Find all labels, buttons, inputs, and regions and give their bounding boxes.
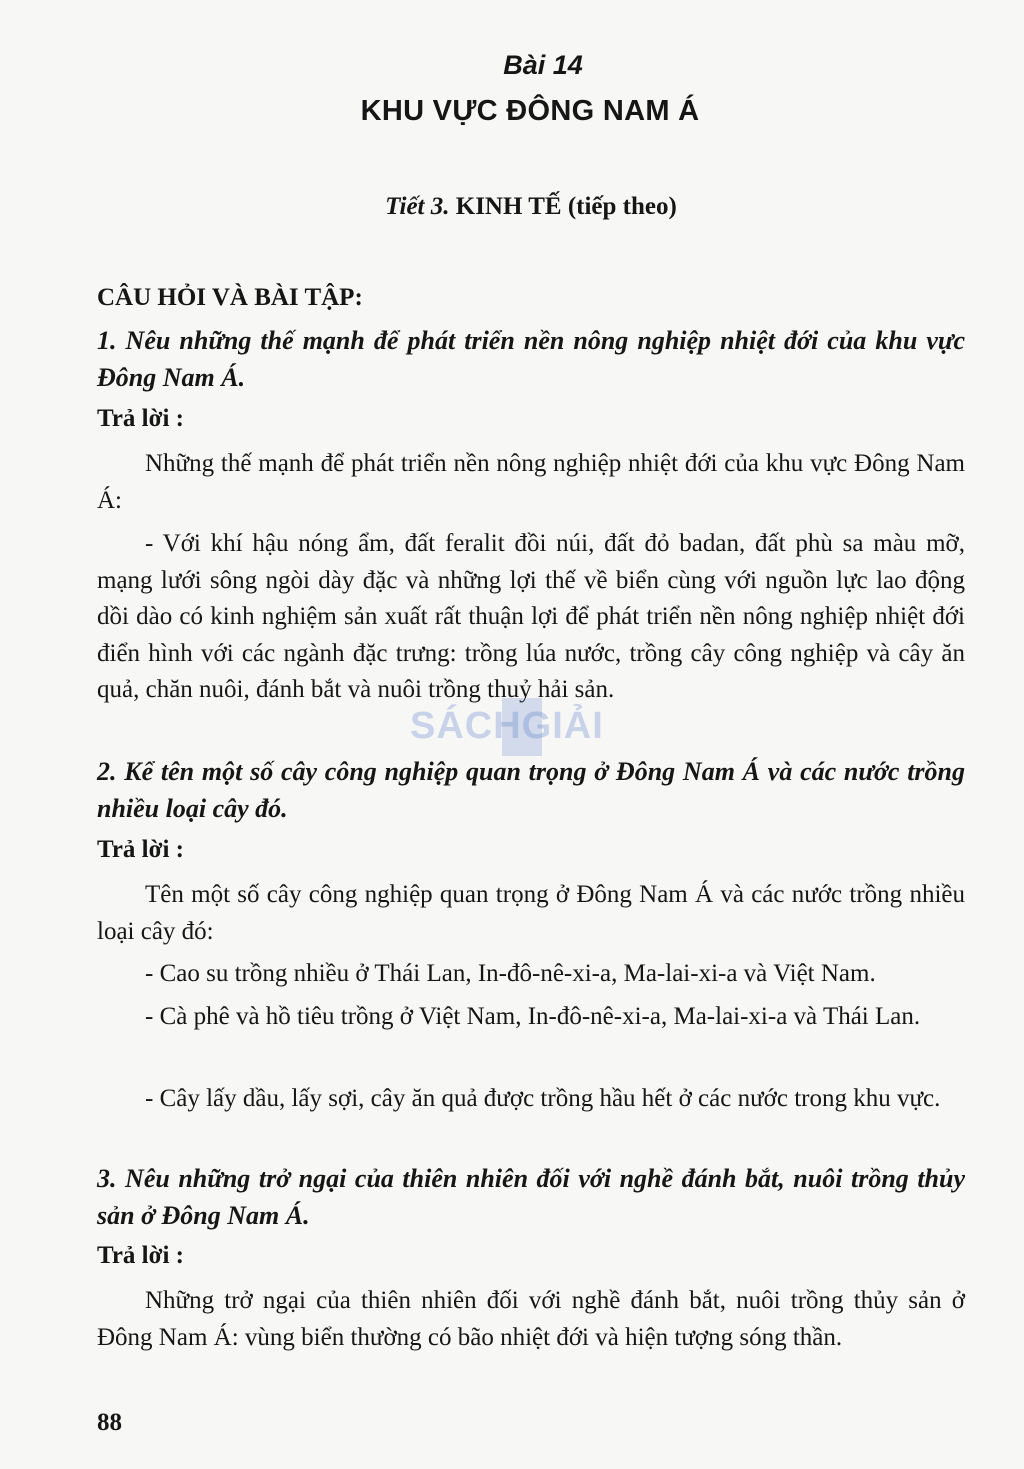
- answer-3-intro-text: Những trở ngại của thiên nhiên đối với nghề đánh bắt, nuôi trồng thủy sản ở Đông Nam Á: vùng biển thường có bão nhiệt đới và hiện tượng sóng thần.: [97, 1287, 965, 1351]
- answer-1-intro: [97, 446, 965, 519]
- answer-1-intro-text: Những thế mạnh để phát triển nền nông nghiệp nhiệt đới của khu vực Đông Nam Á:: [97, 450, 965, 514]
- watermark-logo: [410, 700, 620, 760]
- answer-label-3: Trả lời :: [97, 1242, 184, 1269]
- section-heading: CÂU HỎI VÀ BÀI TẬP:: [97, 284, 363, 311]
- lesson-title: KHU VỰC ĐÔNG NAM Á: [360, 95, 700, 127]
- period-label: Tiết 3.: [385, 193, 450, 220]
- answer-label-1: Trả lời :: [97, 405, 184, 432]
- answer-2-point-2: [97, 999, 965, 1036]
- question-1: 1. Nêu những thế mạnh để phát triển nền nông nghiệp nhiệt đới của khu vực Đông Nam Á.: [97, 326, 965, 392]
- answer-1-point-1: [97, 526, 965, 709]
- answer-label-2: Trả lời :: [97, 836, 184, 863]
- question-3: 3. Nêu những trở ngại của thiên nhiên đối với nghề đánh bắt, nuôi trồng thủy sản ở Đông Nam Á.: [97, 1164, 965, 1230]
- period-heading: [0, 193, 1024, 221]
- question-2: 2. Kể tên một số cây công nghiệp quan trọng ở Đông Nam Á và các nước trồng nhiều loại cây đó.: [97, 757, 965, 823]
- answer-2-point-1-text: - Cao su trồng nhiều ở Thái Lan, In-đô-nê-xi-a, Ma-lai-xi-a và Việt Nam.: [145, 960, 876, 987]
- period-title: KINH TẾ (tiếp theo): [455, 193, 677, 220]
- answer-1-point-1-text: - Với khí hậu nóng ẩm, đất feralit đồi núi, đất đỏ badan, đất phù sa màu mỡ, mạng lưới sông ngòi dày đặc và những lợi thế về biển cùng với nguồn lực lao động dồi dào có kinh nghiệm sản xuất rất thuận lợi để phát triển nền nông nghiệp nhiệt đới điển hình với các ngành đặc trưng: trồng lúa nước, trồng cây công nghiệp và cây ăn quả, chăn nuôi, đánh bắt và nuôi trồng thuỷ hải sản.: [97, 530, 965, 703]
- page-number: 88: [97, 1409, 122, 1436]
- answer-2-intro-text: Tên một số cây công nghiệp quan trọng ở Đông Nam Á và các nước trồng nhiều loại cây đó:: [97, 881, 965, 945]
- watermark-text: SÁCHGIẢI: [410, 705, 604, 747]
- answer-2-intro: [97, 877, 965, 950]
- answer-3-intro: [97, 1283, 965, 1356]
- answer-2-point-3-text: - Cây lấy dầu, lấy sợi, cây ăn quả được trồng hầu hết ở các nước trong khu vực.: [145, 1085, 941, 1112]
- answer-2-point-2-text: - Cà phê và hồ tiêu trồng ở Việt Nam, In-đô-nê-xi-a, Ma-lai-xi-a và Thái Lan.: [145, 1003, 921, 1030]
- answer-2-point-3: [97, 1081, 965, 1118]
- answer-2-point-1: [97, 956, 965, 993]
- lesson-number: Bài 14: [503, 50, 583, 80]
